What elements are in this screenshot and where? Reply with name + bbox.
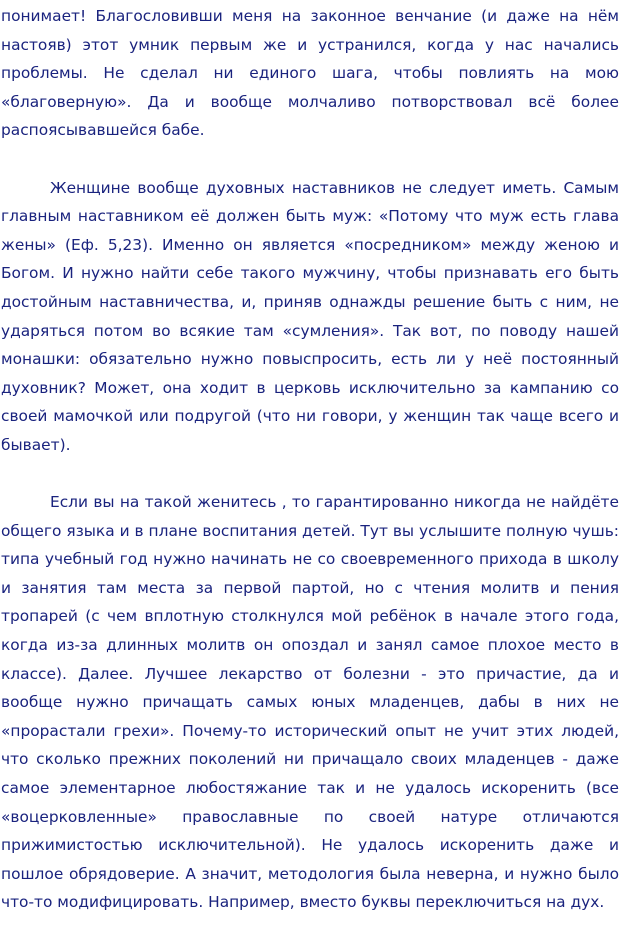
paragraph-3: Если вы на такой женитесь , то гарантированно никогда не найдёте общего языка и в плане воспитания детей. Тут вы услышите полную чушь: типа учебный год нужно начинать не со своевременного прихода в школу и занятия там места за первой партой, но с чтения молитв и пения тропарей (с чем вплотную столкнулся мой ребёнок в начале этого года, когда из-за длинных молитв он опоздал и занял самое плохое место в классе). Далее. Лучшее лекарство от болезни - это причастие, да и вообще нужно причащать самых юных младенцев, дабы в них не «прорастали грехи». Почему-то исторический опыт не учит этих людей, что сколько прежних поколений ни причащало своих младенцев - даже самое элементарное любостяжание так и не удалось искоренить (все «воцерковленные» православные по своей натуре отличаются прижимистостью исключительной). Не удалось искоренить даже и пошлое обрядоверие. А значит, методология была неверна, и нужно было что-то модифицировать. Например, вместо буквы переключиться на дух.: [1, 493, 619, 912]
paragraph-1: понимает! Благословивши меня на законное венчание (и даже на нём настояв) этот умник первым же и устранился, когда у нас начались проблемы. Не сделал ни единого шага, чтобы повлиять на мою «благоверную». Да и вообще молчаливо потворствовал всё более распоясывавшейся бабе.: [1, 7, 619, 140]
paragraph-2: Женщине вообще духовных наставников не следует иметь. Самым главным наставником её должен быть муж: «Потому что муж есть глава жены» (Еф. 5,23). Именно он является «посредником» между женою и Богом. И нужно найти себе такого мужчину, чтобы признавать его быть достойным наставничества, и, приняв однажды решение быть с ним, не ударяться потом во всякие там «сумления». Так вот, по поводу нашей монашки: обязательно нужно повыспросить, есть ли у неё постоянный духовник? Может, она ходит в церковь исключительно за кампанию со своей мамочкой или подругой (что ни говори, у женщин так чаще всего и бывает).: [1, 178, 619, 454]
